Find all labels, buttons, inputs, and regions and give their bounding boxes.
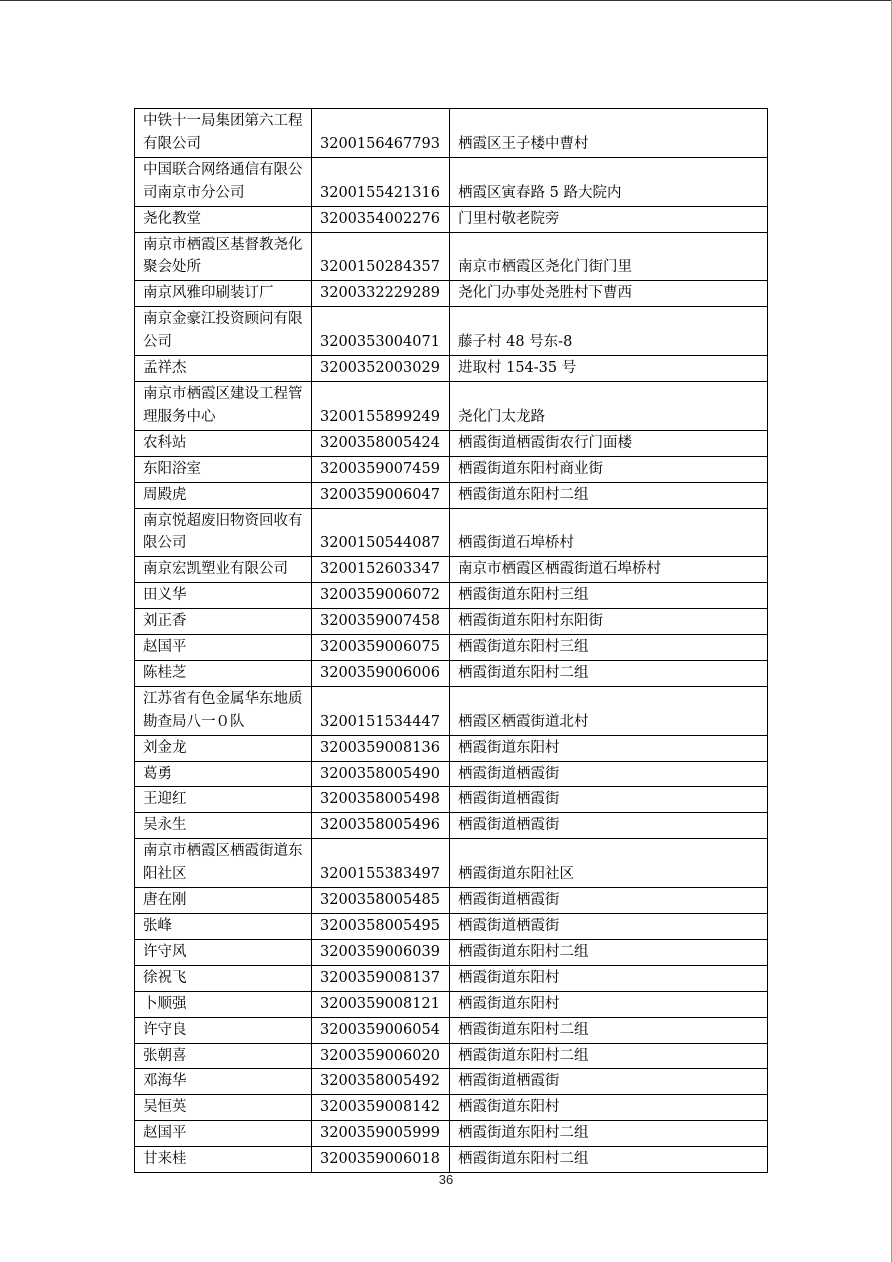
address-cell: 栖霞街道东阳村二组 <box>450 482 768 508</box>
registration-code-cell: 3200155383497 <box>312 839 450 888</box>
table-row <box>135 635 768 661</box>
address-cell: 栖霞街道栖霞街 <box>450 787 768 813</box>
address-cell: 栖霞街道东阳村 <box>450 965 768 991</box>
registration-code-cell: 3200359006018 <box>312 1147 450 1173</box>
table-row <box>135 914 768 940</box>
entity-name-cell: 吴恒英 <box>135 1095 312 1121</box>
table-row <box>135 157 768 206</box>
address-cell: 尧化门太龙路 <box>450 381 768 430</box>
registry-table-body <box>135 109 768 1173</box>
entity-name-cell: 中国联合网络通信有限公司南京市分公司 <box>135 157 312 206</box>
table-row <box>135 787 768 813</box>
entity-name-cell: 徐祝飞 <box>135 965 312 991</box>
registration-code-cell: 3200359006006 <box>312 660 450 686</box>
table-row <box>135 206 768 232</box>
entity-name-cell: 尧化教堂 <box>135 206 312 232</box>
entity-name-cell: 邓海华 <box>135 1069 312 1095</box>
entity-name-cell: 田义华 <box>135 583 312 609</box>
registration-code-cell: 3200358005496 <box>312 813 450 839</box>
entity-name-cell: 江苏省有色金属华东地质勘查局八一０队 <box>135 686 312 735</box>
address-cell: 栖霞区栖霞街道北村 <box>450 686 768 735</box>
table-row <box>135 965 768 991</box>
table-row <box>135 557 768 583</box>
table-row <box>135 686 768 735</box>
entity-name-cell: 刘金龙 <box>135 735 312 761</box>
top-border-line <box>0 0 892 1</box>
entity-name-cell: 农科站 <box>135 430 312 456</box>
page-number: 36 <box>438 1172 454 1187</box>
table-row <box>135 839 768 888</box>
address-cell: 栖霞街道东阳村 <box>450 991 768 1017</box>
address-cell: 栖霞街道东阳村二组 <box>450 660 768 686</box>
address-cell: 藤子村 48 号东-8 <box>450 307 768 356</box>
table-row <box>135 430 768 456</box>
entity-name-cell: 南京市栖霞区建设工程管理服务中心 <box>135 381 312 430</box>
table-row <box>135 508 768 557</box>
entity-name-cell: 卜顺强 <box>135 991 312 1017</box>
entity-name-cell: 吴永生 <box>135 813 312 839</box>
entity-name-cell: 中铁十一局集团第六工程有限公司 <box>135 109 312 158</box>
table-row <box>135 109 768 158</box>
table-row <box>135 609 768 635</box>
address-cell: 栖霞街道东阳村三组 <box>450 583 768 609</box>
address-cell: 进取村 154-35 号 <box>450 356 768 382</box>
registration-code-cell: 3200156467793 <box>312 109 450 158</box>
table-row <box>135 813 768 839</box>
address-cell: 栖霞街道东阳村东阳街 <box>450 609 768 635</box>
entity-name-cell: 南京市栖霞区基督教尧化聚会处所 <box>135 232 312 281</box>
entity-name-cell: 陈桂芝 <box>135 660 312 686</box>
registration-code-cell: 3200359007459 <box>312 456 450 482</box>
entity-name-cell: 南京悦超废旧物资回收有限公司 <box>135 508 312 557</box>
table-row <box>135 1043 768 1069</box>
registration-code-cell: 3200359006054 <box>312 1017 450 1043</box>
address-cell: 栖霞街道东阳村商业街 <box>450 456 768 482</box>
entity-name-cell: 许守良 <box>135 1017 312 1043</box>
address-cell: 栖霞街道栖霞街 <box>450 813 768 839</box>
registration-code-cell: 3200353004071 <box>312 307 450 356</box>
table-row <box>135 939 768 965</box>
table-row <box>135 1017 768 1043</box>
registration-code-cell: 3200359008121 <box>312 991 450 1017</box>
table-row <box>135 761 768 787</box>
address-cell: 栖霞街道栖霞街农行门面楼 <box>450 430 768 456</box>
table-row <box>135 1147 768 1173</box>
registration-code-cell: 3200354002276 <box>312 206 450 232</box>
table-row <box>135 583 768 609</box>
registration-code-cell: 3200358005492 <box>312 1069 450 1095</box>
entity-name-cell: 赵国平 <box>135 635 312 661</box>
registration-code-cell: 3200359006047 <box>312 482 450 508</box>
table-row <box>135 1121 768 1147</box>
address-cell: 栖霞街道栖霞街 <box>450 1069 768 1095</box>
registration-code-cell: 3200152603347 <box>312 557 450 583</box>
registration-code-cell: 3200358005498 <box>312 787 450 813</box>
entity-name-cell: 南京市栖霞区栖霞街道东阳社区 <box>135 839 312 888</box>
registration-code-cell: 3200358005490 <box>312 761 450 787</box>
registration-code-cell: 3200359006039 <box>312 939 450 965</box>
table-row <box>135 356 768 382</box>
entity-name-cell: 甘来桂 <box>135 1147 312 1173</box>
registration-code-cell: 3200359007458 <box>312 609 450 635</box>
address-cell: 南京市栖霞区栖霞街道石埠桥村 <box>450 557 768 583</box>
address-cell: 栖霞街道石埠桥村 <box>450 508 768 557</box>
entity-name-cell: 南京金豪江投资顾问有限公司 <box>135 307 312 356</box>
entity-name-cell: 王迎红 <box>135 787 312 813</box>
address-cell: 栖霞区寅春路 5 路大院内 <box>450 157 768 206</box>
address-cell: 尧化门办事处尧胜村下曹西 <box>450 281 768 307</box>
address-cell: 门里村敬老院旁 <box>450 206 768 232</box>
address-cell: 南京市栖霞区尧化门街门里 <box>450 232 768 281</box>
table-row <box>135 307 768 356</box>
table-row <box>135 281 768 307</box>
address-cell: 栖霞街道东阳村二组 <box>450 1043 768 1069</box>
entity-name-cell: 许守风 <box>135 939 312 965</box>
table-row <box>135 1095 768 1121</box>
table-row <box>135 991 768 1017</box>
entity-name-cell: 南京风雅印刷装订厂 <box>135 281 312 307</box>
registration-code-cell: 3200332229289 <box>312 281 450 307</box>
address-cell: 栖霞街道东阳村二组 <box>450 1121 768 1147</box>
entity-name-cell: 赵国平 <box>135 1121 312 1147</box>
registration-code-cell: 3200359008142 <box>312 1095 450 1121</box>
table-row <box>135 888 768 914</box>
registration-code-cell: 3200358005495 <box>312 914 450 940</box>
table-row <box>135 381 768 430</box>
registration-code-cell: 3200150284357 <box>312 232 450 281</box>
address-cell: 栖霞街道东阳村二组 <box>450 1147 768 1173</box>
registration-code-cell: 3200155899249 <box>312 381 450 430</box>
entity-name-cell: 孟祥杰 <box>135 356 312 382</box>
registration-code-cell: 3200150544087 <box>312 508 450 557</box>
registration-code-cell: 3200358005424 <box>312 430 450 456</box>
entity-name-cell: 南京宏凯塑业有限公司 <box>135 557 312 583</box>
table-row <box>135 735 768 761</box>
registration-code-cell: 3200359008137 <box>312 965 450 991</box>
entity-name-cell: 唐在刚 <box>135 888 312 914</box>
registration-code-cell: 3200359006072 <box>312 583 450 609</box>
address-cell: 栖霞街道东阳村 <box>450 1095 768 1121</box>
entity-name-cell: 东阳浴室 <box>135 456 312 482</box>
entity-name-cell: 周殿虎 <box>135 482 312 508</box>
registration-code-cell: 3200155421316 <box>312 157 450 206</box>
address-cell: 栖霞街道东阳村三组 <box>450 635 768 661</box>
entity-name-cell: 葛勇 <box>135 761 312 787</box>
registration-code-cell: 3200359006020 <box>312 1043 450 1069</box>
table-row <box>135 482 768 508</box>
entity-name-cell: 张朝喜 <box>135 1043 312 1069</box>
registration-code-cell: 3200359006075 <box>312 635 450 661</box>
entity-name-cell: 张峰 <box>135 914 312 940</box>
registration-code-cell: 3200352003029 <box>312 356 450 382</box>
address-cell: 栖霞街道东阳社区 <box>450 839 768 888</box>
table-row <box>135 660 768 686</box>
table-row <box>135 456 768 482</box>
address-cell: 栖霞街道栖霞街 <box>450 888 768 914</box>
address-cell: 栖霞街道栖霞街 <box>450 914 768 940</box>
address-cell: 栖霞区王子楼中曹村 <box>450 109 768 158</box>
registration-code-cell: 3200151534447 <box>312 686 450 735</box>
table-row <box>135 232 768 281</box>
table-row <box>135 1069 768 1095</box>
address-cell: 栖霞街道东阳村二组 <box>450 939 768 965</box>
registration-code-cell: 3200358005485 <box>312 888 450 914</box>
address-cell: 栖霞街道东阳村二组 <box>450 1017 768 1043</box>
entity-name-cell: 刘正香 <box>135 609 312 635</box>
registry-table <box>134 108 768 1173</box>
address-cell: 栖霞街道栖霞街 <box>450 761 768 787</box>
address-cell: 栖霞街道东阳村 <box>450 735 768 761</box>
registration-code-cell: 3200359005999 <box>312 1121 450 1147</box>
registration-code-cell: 3200359008136 <box>312 735 450 761</box>
